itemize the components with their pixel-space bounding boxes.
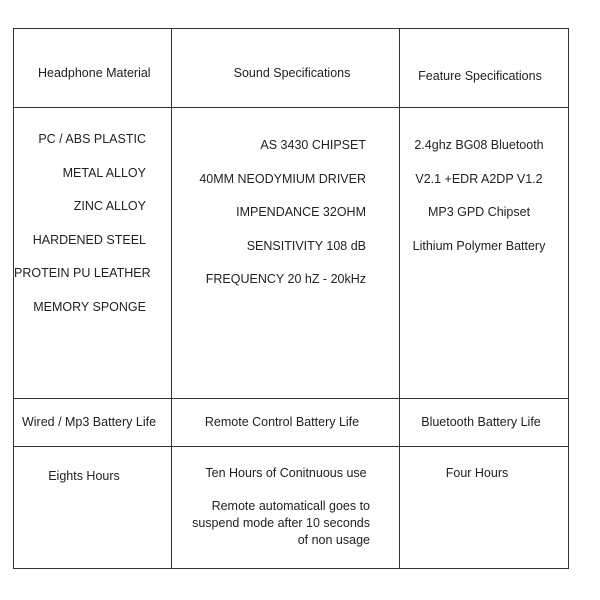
- material-item: METAL ALLOY: [62, 165, 146, 180]
- remote-note-line-2: suspend mode after 10 seconds: [192, 516, 370, 530]
- sound-specs-list: [172, 137, 366, 305]
- material-item: ZINC ALLOY: [73, 199, 146, 214]
- header-bluetooth-battery-life: Bluetooth Battery Life: [421, 415, 541, 429]
- header-wired-battery-life: Wired / Mp3 Battery Life: [21, 415, 157, 429]
- sound-spec-item: FREQUENCY 20 hZ - 20kHz: [205, 272, 366, 287]
- feature-specs-list: [400, 137, 558, 271]
- remote-note-line-1: Remote automaticall goes to: [211, 499, 370, 513]
- header-feature-specifications: Feature Specifications: [418, 69, 542, 83]
- remote-note-line-3: of non usage: [297, 533, 370, 547]
- header-headphone-material: Headphone Material: [38, 66, 151, 80]
- feature-spec-item: Lithium Polymer Battery: [412, 238, 546, 253]
- sound-spec-item: IMPENDANCE 32OHM: [236, 205, 366, 220]
- bluetooth-battery-value: Four Hours: [445, 466, 509, 480]
- materials-list: [14, 131, 151, 333]
- sound-spec-item: SENSITIVITY 108 dB: [246, 238, 366, 253]
- sound-spec-item: 40MM NEODYMIUM DRIVER: [199, 171, 366, 186]
- header-remote-battery-life: Remote Control Battery Life: [204, 415, 360, 429]
- remote-battery-value: Ten Hours of Conitnuous use: [205, 466, 367, 480]
- material-item: PROTEIN PU LEATHER: [14, 266, 151, 281]
- feature-spec-item: MP3 GPD Chipset: [427, 205, 531, 220]
- wired-battery-value: Eights Hours: [48, 469, 120, 483]
- material-item: MEMORY SPONGE: [33, 299, 146, 314]
- material-item: HARDENED STEEL: [32, 232, 146, 247]
- feature-spec-item: V2.1 +EDR A2DP V1.2: [415, 171, 543, 186]
- feature-spec-item: 2.4ghz BG08 Bluetooth: [414, 138, 544, 152]
- material-item: PC / ABS PLASTIC: [38, 132, 146, 146]
- header-sound-specifications: Sound Specifications: [233, 66, 351, 80]
- sound-spec-item: AS 3430 CHIPSET: [260, 138, 366, 152]
